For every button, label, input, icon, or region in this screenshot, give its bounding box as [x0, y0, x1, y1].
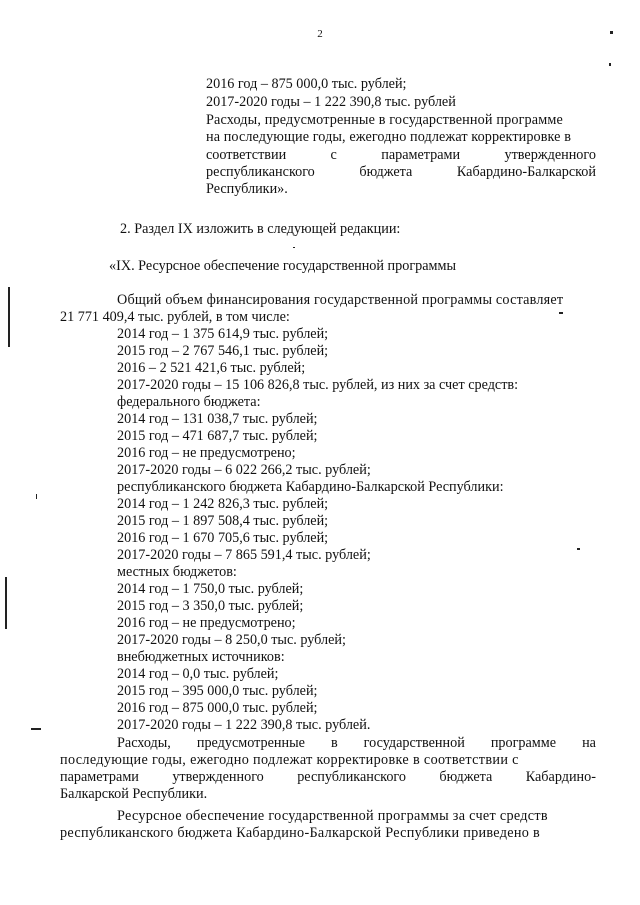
word: республиканского [297, 769, 406, 785]
list-item: 2016 год – не предусмотрено; [117, 445, 296, 461]
top-line: на последующие годы, ежегодно подлежат корректировке в [206, 129, 572, 145]
list-item: 2017-2020 годы – 7 865 591,4 тыс. рублей; [117, 547, 371, 563]
section-heading: «IX. Ресурсное обеспечение государственной программы [109, 258, 457, 274]
word: предусмотренные [196, 735, 305, 751]
word: программе [490, 735, 557, 751]
top-justified-line [206, 147, 596, 164]
list-item: 2015 год – 471 687,7 тыс. рублей; [117, 428, 318, 444]
list-item: 2014 год – 0,0 тыс. рублей; [117, 666, 279, 682]
word: Кабардино-Балкарской [456, 164, 596, 180]
scan-dot [36, 494, 37, 499]
word: с [330, 147, 337, 163]
top-line: 2017-2020 годы – 1 222 390,8 тыс. рублей [206, 94, 456, 110]
page-number: 2 [317, 28, 323, 40]
list-item: 2015 год – 3 350,0 тыс. рублей; [117, 598, 304, 614]
resource-line: республиканского бюджета Кабардино-Балкарской Республики приведено в [60, 825, 540, 841]
intro-line: 21 771 409,4 тыс. рублей, в том числе: [60, 309, 290, 325]
expenses-line: Балкарской Республики. [60, 786, 208, 802]
resource-line: Ресурсное обеспечение государственной программы за счет средств [117, 808, 548, 824]
list-item: 2015 год – 2 767 546,1 тыс. рублей; [117, 343, 329, 359]
list-item: местных бюджетов: [117, 564, 237, 580]
list-item: 2014 год – 1 750,0 тыс. рублей; [117, 581, 304, 597]
list-item: внебюджетных источников: [117, 649, 285, 665]
expenses-line [60, 769, 596, 786]
section-instruction: 2. Раздел IX изложить в следующей редакции: [120, 221, 401, 237]
scan-dash-mark [31, 728, 41, 730]
list-item: 2014 год – 1 375 614,9 тыс. рублей; [117, 326, 329, 342]
list-item: 2014 год – 1 242 826,3 тыс. рублей; [117, 496, 329, 512]
word: бюджета [439, 769, 493, 785]
list-item: 2016 год – не предусмотрено; [117, 615, 296, 631]
list-item: республиканского бюджета Кабардино-Балкарской Республики: [117, 479, 504, 495]
list-item: 2014 год – 131 038,7 тыс. рублей; [117, 411, 318, 427]
word: в [330, 735, 338, 751]
list-item: 2017-2020 годы – 6 022 266,2 тыс. рублей; [117, 462, 371, 478]
word: Расходы, [117, 735, 171, 751]
list-item: 2015 год – 1 897 508,4 тыс. рублей; [117, 513, 329, 529]
word: параметрами [381, 147, 461, 163]
word: на [582, 735, 596, 751]
list-item: 2016 год – 1 670 705,6 тыс. рублей; [117, 530, 329, 546]
list-item: 2017-2020 годы – 1 222 390,8 тыс. рублей. [117, 717, 371, 733]
top-line: Расходы, предусмотренные в государственной программе [206, 112, 563, 128]
word: республиканского [206, 164, 315, 180]
list-item: 2015 год – 395 000,0 тыс. рублей; [117, 683, 318, 699]
scan-dot [293, 247, 295, 248]
scan-margin-line [8, 287, 10, 347]
word: государственной [363, 735, 465, 751]
word: Кабардино- [525, 769, 596, 785]
word: утвержденного [504, 147, 596, 163]
scan-margin-line [5, 577, 7, 629]
top-line: 2016 год – 875 000,0 тыс. рублей; [206, 76, 407, 92]
list-item: 2017-2020 годы – 15 106 826,8 тыс. рублей, из них за счет средств: [117, 377, 519, 393]
scan-dot [577, 548, 580, 550]
word: параметрами [60, 769, 139, 785]
scan-dot [610, 31, 613, 34]
intro-line: Общий объем финансирования государственной программы составляет [117, 292, 564, 308]
list-item: федерального бюджета: [117, 394, 261, 410]
word: бюджета [359, 164, 413, 180]
word: соответствии [206, 147, 287, 163]
expenses-line [117, 735, 596, 752]
scan-dot [609, 63, 611, 66]
scan-dot [559, 312, 563, 314]
word: утвержденного [172, 769, 264, 785]
list-item: 2017-2020 годы – 8 250,0 тыс. рублей; [117, 632, 346, 648]
expenses-line: последующие годы, ежегодно подлежат корректировке в соответствии с [60, 752, 519, 768]
list-item: 2016 – 2 521 421,6 тыс. рублей; [117, 360, 306, 376]
top-line: Республики». [206, 181, 288, 197]
top-justified-line [206, 164, 596, 181]
list-item: 2016 год – 875 000,0 тыс. рублей; [117, 700, 318, 716]
